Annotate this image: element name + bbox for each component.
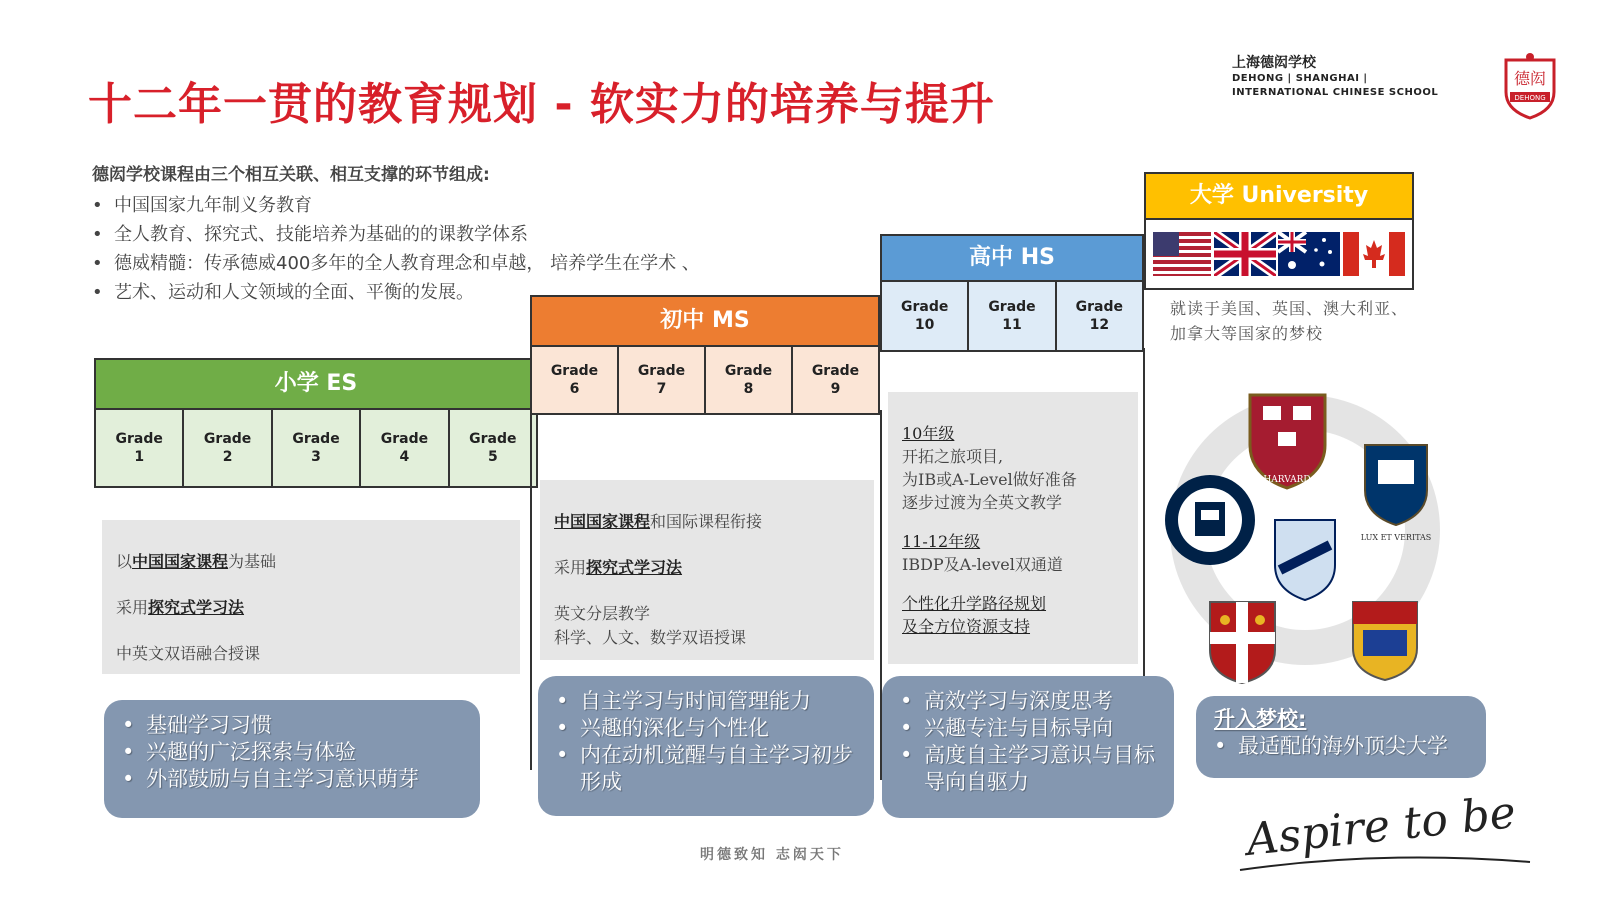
intro-bullet-continued: • 艺术、运动和人文领域的全面、平衡的发展。: [92, 278, 732, 307]
grade-cell: [882, 282, 969, 350]
university-skills-pill: [1196, 696, 1486, 778]
hs-planning-heading-2: 及全方位资源支持: [902, 617, 1031, 636]
high-school-skills-pill: [882, 676, 1174, 818]
middle-school-curriculum-box: [540, 480, 874, 660]
middle-school-band-label: 初中 MS: [530, 295, 880, 345]
intro-list: [92, 191, 732, 307]
skill-item: • 高度自主学习意识与目标导向自驱力: [900, 742, 1156, 796]
hs-line-4: IBDP及A-level双通道: [902, 555, 1063, 574]
hs-grade10-heading: 10年级: [902, 424, 955, 443]
logo-english-line2: INTERNATIONAL CHINESE SCHOOL: [1232, 87, 1439, 98]
es-line-2: [116, 596, 506, 620]
high-school-band: [880, 234, 1144, 352]
high-school-curriculum-box: [888, 392, 1138, 664]
skill-item: • 内在动机觉醒与自主学习初步形成: [556, 742, 856, 796]
grade-label: Grade 6: [550, 363, 599, 397]
skill-item: • 自主学习与时间管理能力: [556, 688, 856, 715]
skill-item: • 兴趣专注与目标导向: [900, 715, 1156, 742]
skill-item: • 最适配的海外顶尖大学: [1214, 733, 1468, 760]
hs-line-1: 开拓之旅项目,: [902, 447, 1004, 466]
highlight-text: 探究式学习法: [148, 598, 245, 617]
grade-cell: [96, 410, 184, 486]
grade-cell: [793, 347, 878, 413]
intro-bullet: • 德威精髓：传承德威400多年的全人教育理念和卓越， 培养学生在学术 、: [92, 249, 732, 278]
text-fragment: 和国际课程衔接: [650, 512, 763, 531]
grade-label: Grade 4: [380, 431, 429, 465]
hs-grade11-12-heading: 11-12年级: [902, 532, 981, 551]
grade-label: Grade 12: [1075, 299, 1123, 333]
grade-cell: [273, 410, 361, 486]
skill-item: • 兴趣的深化与个性化: [556, 715, 856, 742]
middle-school-grades: [530, 345, 880, 415]
university-crests: [1165, 380, 1445, 685]
elementary-grades: [94, 408, 538, 488]
yale-label: LUX ET VERITAS: [1360, 533, 1432, 542]
penn-crest-icon: [1275, 520, 1335, 600]
grade-label: Grade 7: [637, 363, 686, 397]
intro-bullet: • 中国国家九年制义务教育: [92, 191, 732, 220]
es-line-1: [116, 550, 506, 574]
school-crest-icon: [1500, 52, 1560, 120]
grade-label: Grade 2: [203, 431, 252, 465]
highlight-text: 探究式学习法: [586, 558, 683, 577]
university-band-label: 大学 University: [1144, 172, 1414, 218]
ms-line-2: [554, 556, 860, 580]
university-description: 就读于美国、英国、澳大利亚、加拿大等国家的梦校: [1170, 299, 1409, 343]
high-school-grades: [880, 280, 1144, 352]
australia-flag-icon: [1278, 232, 1340, 276]
usa-flag-icon: [1153, 232, 1211, 276]
skill-item: • 外部鼓励与自主学习意识萌芽: [122, 766, 462, 793]
harvard-crest-icon: [1250, 395, 1325, 488]
grade-label: Grade 3: [292, 431, 340, 465]
middle-school-skills-list: [556, 688, 856, 796]
elementary-skills-list: [122, 712, 462, 793]
hs-planning-heading: 个性化升学路径规划: [902, 594, 1047, 613]
ms-line-4: 科学、人文、数学双语授课: [554, 628, 747, 647]
harvard-label: HARVARD: [1263, 475, 1311, 485]
university-skills-list: [1214, 733, 1468, 760]
university-band: [1144, 172, 1414, 290]
high-school-skills-list: [900, 688, 1156, 796]
skill-item: • 基础学习习惯: [122, 712, 462, 739]
es-line-3: 中英文双语融合授课: [116, 644, 261, 663]
text-fragment: 采用: [554, 558, 587, 577]
middle-school-skills-pill: [538, 676, 874, 816]
elementary-curriculum-box: [102, 520, 520, 674]
grade-label: Grade 8: [724, 363, 773, 397]
elementary-skills-pill: [104, 700, 480, 818]
grade-label: Grade 1: [115, 431, 163, 465]
grade-label: Grade 5: [469, 431, 517, 465]
crest-label: DEHONG: [1514, 94, 1546, 102]
text-fragment: 为基础: [228, 552, 277, 571]
university-pill-heading: 升入梦校:: [1214, 707, 1307, 731]
highlight-text: 中国国家课程: [132, 552, 229, 571]
intro-section: [92, 160, 732, 307]
grade-cell: [706, 347, 793, 413]
signature-text: Aspire to be: [1244, 786, 1519, 866]
high-school-band-label: 高中 HS: [880, 234, 1144, 280]
grade-label: Grade 10: [900, 299, 949, 333]
svg-text:德闳: 德闳: [1513, 69, 1547, 88]
highlight-text: 中国国家课程: [554, 512, 651, 531]
grade-label: Grade 11: [988, 299, 1036, 333]
grade-cell: [532, 347, 619, 413]
middle-school-band: [530, 295, 880, 415]
hs-line-3: 逐步过渡为全英文教学: [902, 493, 1063, 512]
cambridge-crest-icon: [1210, 602, 1275, 683]
elementary-band: [94, 358, 538, 488]
toronto-crest-icon: [1353, 602, 1417, 680]
grade-cell: [361, 410, 449, 486]
ms-line-1: [554, 510, 860, 534]
oxford-crest-icon: [1165, 475, 1255, 565]
school-logo-text: [1232, 52, 1462, 100]
grade-cell: [619, 347, 706, 413]
elementary-band-label: 小学 ES: [94, 358, 538, 408]
uk-flag-icon: [1214, 232, 1276, 276]
grade-cell: [184, 410, 272, 486]
grade-cell: [450, 410, 536, 486]
grade-label: Grade 9: [811, 363, 860, 397]
logo-english-line1: DEHONG | SHANGHAI |: [1232, 73, 1368, 84]
intro-heading: 德闳学校课程由三个相互关联、相互支撑的环节组成:: [92, 165, 490, 185]
grade-cell: [1057, 282, 1142, 350]
intro-bullet: • 全人教育、探究式、技能培养为基础的的课教学体系: [92, 220, 732, 249]
text-fragment: 采用: [116, 598, 149, 617]
logo-chinese-name: 上海德闳学校: [1232, 55, 1316, 71]
school-motto: 明德致知 志闳天下: [700, 847, 844, 863]
text-fragment: 以: [116, 552, 133, 571]
hs-line-2: 为IB或A-Level做好准备: [902, 470, 1077, 489]
ms-line-3: 英文分层教学: [554, 604, 651, 623]
signature-graphic: [1230, 770, 1550, 880]
skill-item: • 兴趣的广泛探索与体验: [122, 739, 462, 766]
country-flags: [1144, 218, 1414, 290]
column-divider: [530, 410, 532, 770]
skill-item: • 高效学习与深度思考: [900, 688, 1156, 715]
canada-flag-icon: [1343, 232, 1405, 276]
grade-cell: [969, 282, 1056, 350]
column-divider: [1143, 348, 1145, 688]
page-title: 十二年一贯的教育规划 - 软实力的培养与提升: [88, 79, 995, 130]
